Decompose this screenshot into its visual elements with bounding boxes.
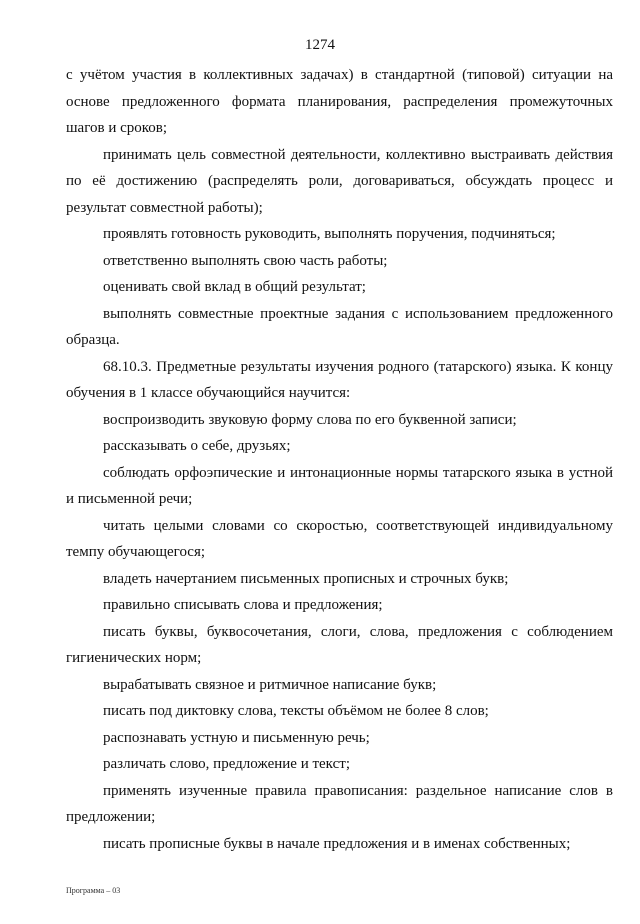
paragraph: читать целыми словами со скоростью, соответствующей индивидуальному темпу обучающегося; xyxy=(66,517,613,560)
paragraph: распознавать устную и письменную речь; xyxy=(103,729,370,746)
paragraph: проявлять готовность руководить, выполнять поручения, подчиняться; xyxy=(103,226,556,242)
paragraph: применять изученные правила правописания: раздельное написание слов в предложении; xyxy=(66,782,613,825)
footer-label: Программа – 03 xyxy=(66,886,121,895)
page-number: 1274 xyxy=(305,37,335,53)
paragraph: правильно списывать слова и предложения; xyxy=(103,597,383,613)
paragraph: владеть начертанием письменных прописных и строчных букв; xyxy=(103,570,509,587)
paragraph: ответственно выполнять свою часть работы; xyxy=(103,252,388,269)
paragraph-continuation: с учётом участия в коллективных задачах) в стандартной (типовой) ситуации на основе предложенного формата планирования, распределения промежуточных шагов и сроков; xyxy=(66,67,613,136)
paragraph: вырабатывать связное и ритмичное написание букв; xyxy=(103,676,437,693)
document-body xyxy=(66,62,613,857)
paragraph: оценивать свой вклад в общий результат; xyxy=(103,279,366,295)
paragraph: принимать цель совместной деятельности, коллективно выстраивать действия по её достижению (распределять роли, договариваться, обсуждать процесс и результат совместной работы); xyxy=(66,146,613,216)
paragraph: писать под диктовку слова, тексты объёмом не более 8 слов; xyxy=(103,703,489,719)
paragraph: различать слово, предложение и текст; xyxy=(103,756,350,772)
paragraph: выполнять совместные проектные задания с использованием предложенного образца. xyxy=(66,305,613,348)
paragraph: воспроизводить звуковую форму слова по его буквенной записи; xyxy=(103,411,517,428)
section-heading-paragraph: 68.10.3. Предметные результаты изучения родного (татарского) языка. К концу обучения в 1 классе обучающийся научится: xyxy=(66,358,613,401)
paragraph: соблюдать орфоэпические и интонационные нормы татарского языка в устной и письменной речи; xyxy=(66,464,613,507)
paragraph: писать буквы, буквосочетания, слоги, слова, предложения с соблюдением гигиенических норм; xyxy=(66,623,613,666)
paragraph: рассказывать о себе, друзьях; xyxy=(103,438,291,454)
paragraph: писать прописные буквы в начале предложения и в именах собственных; xyxy=(103,835,571,852)
